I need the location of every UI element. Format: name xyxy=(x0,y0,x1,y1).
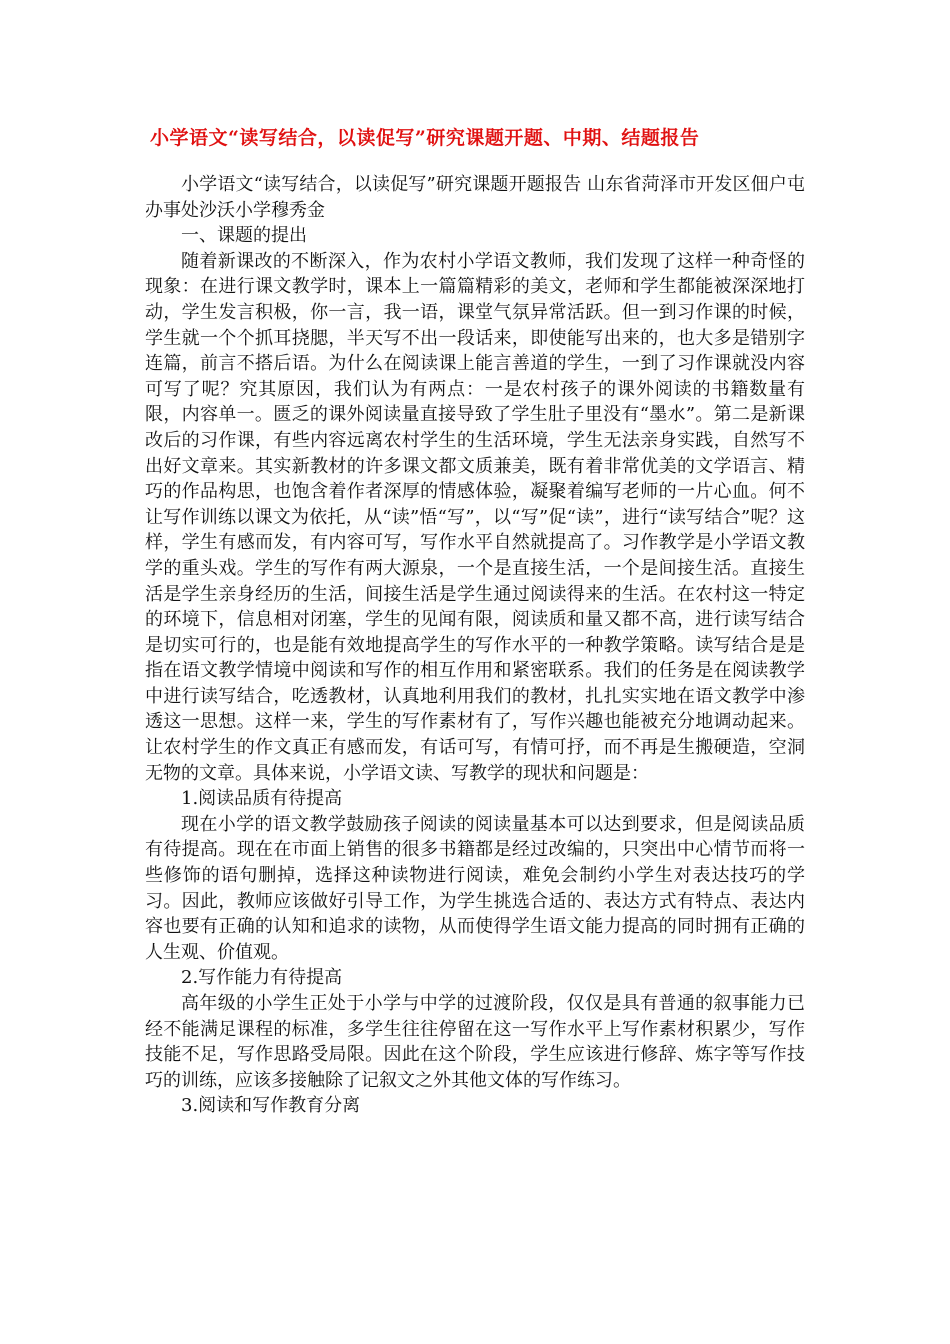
subheading-2: 2.写作能力有待提高 xyxy=(181,967,343,989)
body-paragraph-2: 现在小学的语文教学鼓励孩子阅读的阅读量基本可以达到要求，但是阅读品质有待提高。现在在市面上销售的很多书籍都是经过改编的，只突出中心情节而将一些修饰的语句删掉，选择这种读物进行阅读，难免会制约小学生对表达技巧的学习。因此，教师应该做好引导工作，为学生挑选合适的、表达方式有特点、表达内容也要有正确的认知和追求的读物，从而使得学生语文能力提高的同时拥有正确的人生观、价值观。 xyxy=(145,813,805,963)
subheading-1: 1.阅读品质有待提高 xyxy=(181,788,343,810)
subheading-3: 3.阅读和写作教育分离 xyxy=(181,1095,361,1117)
body-paragraph-1: 随着新课改的不断深入，作为农村小学语文教师，我们发现了这样一种奇怪的现象：在进行课文教学时，课本上一篇篇精彩的美文，老师和学生都能被深深地打动，学生发言积极，你一言，我一语，课堂气氛异常活跃。但一到习作课的时候，学生就一个个抓耳挠腮，半天写不出一段话来，即使能写出来的，也大多是错别字连篇，前言不搭后语。为什么在阅读课上能言善道的学生，一到了习作课就没内容可写了呢？究其原因，我们认为有两点：一是农村孩子的课外阅读的书籍数量有限，内容单一。匮乏的课外阅读量直接导致了学生肚子里没有“墨水”。第二是新课改后的习作课，有些内容远离农村学生的生活环境，学生无法亲身实践，自然写不出好文章来。其实新教材的许多课文都文质兼美，既有着非常优美的文学语言、精巧的作品构思，也饱含着作者深厚的情感体验，凝聚着编写老师的一片心血。何不让写作训练以课文为依托，从“读”悟“写”，以“写”促“读”，进行“读写结合”呢？这样，学生有感而发，有内容可写，写作水平自然就提高了。习作教学是小学语文教学的重头戏。学生的写作有两大源泉，一个是直接生活，一个是间接生活。直接生活是学生亲身经历的生活，间接生活是学生通过阅读得来的生活。在农村这一特定的环境下，信息相对闭塞，学生的见闻有限，阅读质和量又都不高，进行读写结合是切实可行的，也是能有效地提高学生的写作水平的一种教学策略。读写结合是是指在语文教学情境中阅读和写作的相互作用和紧密联系。我们的任务是在阅读教学中进行读写结合，吃透教材，认真地利用我们的教材，扎扎实实地在语文教学中渗透这一思想。这样一来，学生的写作素材有了，写作兴趣也能被充分地调动起来。让农村学生的作文真正有感而发，有话可写，有情可抒，而不再是生搬硬造，空洞无物的文章。具体来说，小学语文读、写教学的现状和问题是： xyxy=(145,250,805,784)
intro-paragraph: 小学语文“读写结合，以读促写”研究课题开题报告 山东省菏泽市开发区佃户屯办事处沙沃小学穆秀金 xyxy=(145,174,805,221)
body-paragraph-3: 高年级的小学生正处于小学与中学的过渡阶段，仅仅是具有普通的叙事能力已经不能满足课程的标准，多学生往往停留在这一写作水平上写作素材积累少，写作技能不足，写作思路受局限。因此在这个阶段，学生应该进行修辞、炼字等写作技巧的训练，应该多接触除了记叙文之外其他文体的写作练习。 xyxy=(145,993,805,1091)
document-body xyxy=(145,172,805,1119)
document-title: 小学语文“读写结合，以读促写”研究课题开题、中期、结题报告 xyxy=(150,127,700,149)
section-heading-1: 一、课题的提出 xyxy=(181,225,307,247)
